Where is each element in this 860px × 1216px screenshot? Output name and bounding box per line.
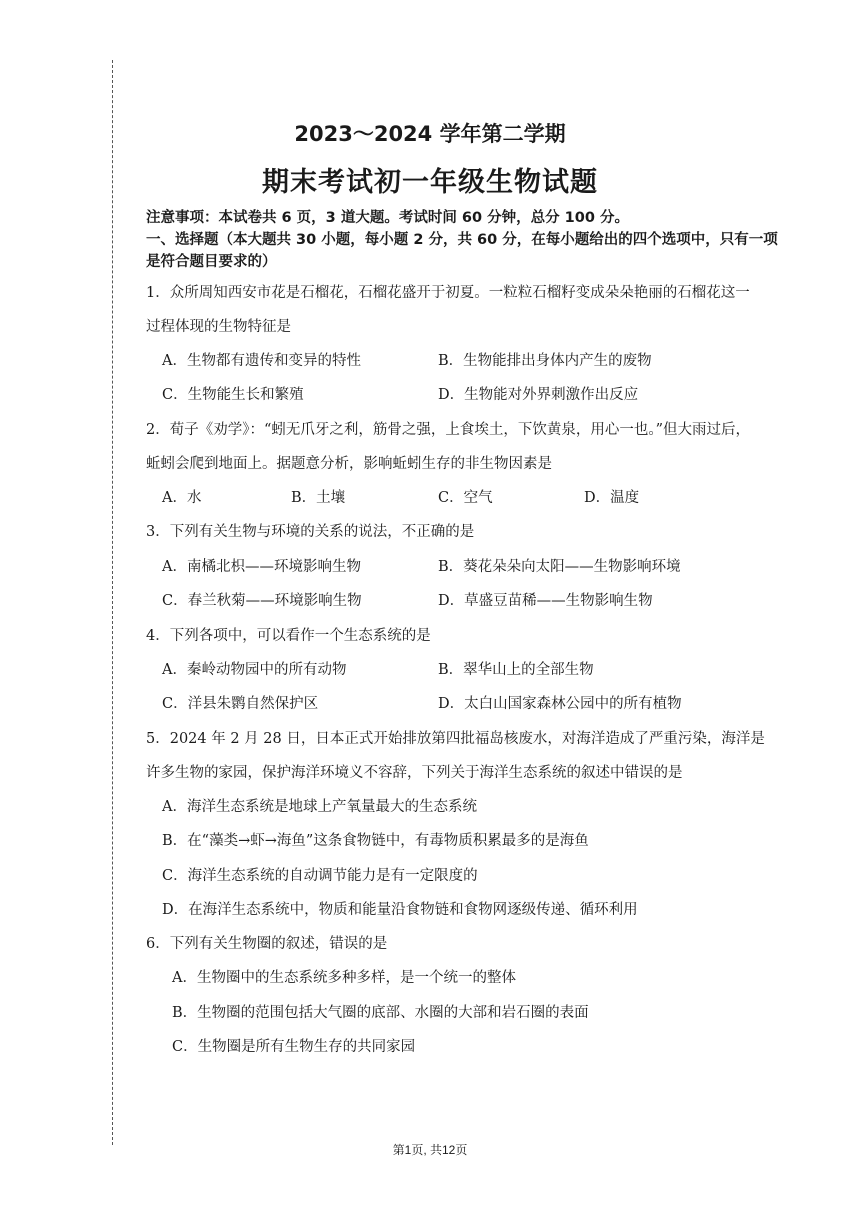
question-4-option-d[interactable]: D．太白山国家森林公园中的所有植物 — [438, 696, 682, 712]
binding-dashed-line — [112, 60, 113, 1145]
question-1-stem-line1: 1．众所周知西安市花是石榴花，石榴花盛开于初夏。一粒粒石榴籽变成朵朵艳丽的石榴花这一 — [146, 285, 750, 301]
question-1-option-b[interactable]: B．生物能排出身体内产生的废物 — [438, 353, 652, 369]
question-2-stem-line2: 蚯蚓会爬到地面上。据题意分析，影响蚯蚓生存的非生物因素是 — [146, 456, 552, 472]
question-5-option-a[interactable]: A．海洋生态系统是地球上产氧量最大的生态系统 — [162, 799, 477, 815]
question-1-option-c[interactable]: C．生物能生长和繁殖 — [162, 387, 304, 403]
question-5-stem-line2: 许多生物的家园，保护海洋环境义不容辞，下列关于海洋生态系统的叙述中错误的是 — [146, 765, 683, 781]
question-4-stem: 4．下列各项中，可以看作一个生态系统的是 — [146, 628, 431, 644]
page-footer: 第1页, 共12页 — [392, 1143, 468, 1157]
question-6-option-b[interactable]: B．生物圈的范围包括大气圈的底部、水圈的大部和岩石圈的表面 — [172, 1005, 589, 1021]
question-1-stem-line2: 过程体现的生物特征是 — [146, 319, 291, 335]
question-3-option-b[interactable]: B．葵花朵朵向太阳——生物影响环境 — [438, 559, 681, 575]
question-1-option-a[interactable]: A．生物都有遗传和变异的特性 — [162, 353, 361, 369]
question-5-option-c[interactable]: C．海洋生态系统的自动调节能力是有一定限度的 — [162, 868, 478, 884]
section-heading-line2: 是符合题目要求的） — [146, 254, 277, 270]
section-heading-line1: 一、选择题（本大题共 30 小题，每小题 2 分，共 60 分，在每小题给出的四个选项中，只有一项 — [146, 232, 778, 248]
question-2-option-d[interactable]: D．温度 — [584, 490, 640, 506]
question-3-option-d[interactable]: D．草盛豆苗稀——生物影响生物 — [438, 593, 653, 609]
question-3-option-c[interactable]: C．春兰秋菊——环境影响生物 — [162, 593, 362, 609]
question-4-option-a[interactable]: A．秦岭动物园中的所有动物 — [162, 662, 347, 678]
question-4-option-c[interactable]: C．洋县朱鹮自然保护区 — [162, 696, 319, 712]
exam-term-title: 2023～2024 学年第二学期 — [294, 122, 566, 146]
question-4-option-b[interactable]: B．翠华山上的全部生物 — [438, 662, 594, 678]
exam-notice: 注意事项：本试卷共 6 页，3 道大题。考试时间 60 分钟，总分 100 分。 — [146, 210, 629, 226]
question-2-option-a[interactable]: A．水 — [162, 490, 202, 506]
question-6-stem: 6．下列有关生物圈的叙述，错误的是 — [146, 936, 388, 952]
question-5-stem-line1: 5．2024 年 2 月 28 日，日本正式开始排放第四批福岛核废水，对海洋造成了严重污染，海洋是 — [146, 731, 765, 747]
question-5-option-d[interactable]: D．在海洋生态系统中，物质和能量沿食物链和食物网逐级传递、循环利用 — [162, 902, 638, 918]
question-6-option-c[interactable]: C．生物圈是所有生物生存的共同家园 — [172, 1039, 416, 1055]
exam-title: 期末考试初一年级生物试题 — [262, 167, 598, 198]
question-2-option-b[interactable]: B．土壤 — [291, 490, 346, 506]
question-5-option-b[interactable]: B．在“藻类→虾→海鱼”这条食物链中，有毒物质积累最多的是海鱼 — [162, 833, 589, 849]
question-1-option-d[interactable]: D．生物能对外界刺激作出反应 — [438, 387, 639, 403]
question-2-stem-line1: 2．荀子《劝学》：“蚓无爪牙之利，筋骨之强，上食埃土，下饮黄泉，用心一也。”但大雨过后， — [146, 422, 751, 438]
question-2-option-c[interactable]: C．空气 — [438, 490, 493, 506]
question-3-option-a[interactable]: A．南橘北枳——环境影响生物 — [162, 559, 361, 575]
question-3-stem: 3．下列有关生物与环境的关系的说法，不正确的是 — [146, 524, 475, 540]
question-6-option-a[interactable]: A．生物圈中的生态系统多种多样，是一个统一的整体 — [172, 970, 516, 986]
